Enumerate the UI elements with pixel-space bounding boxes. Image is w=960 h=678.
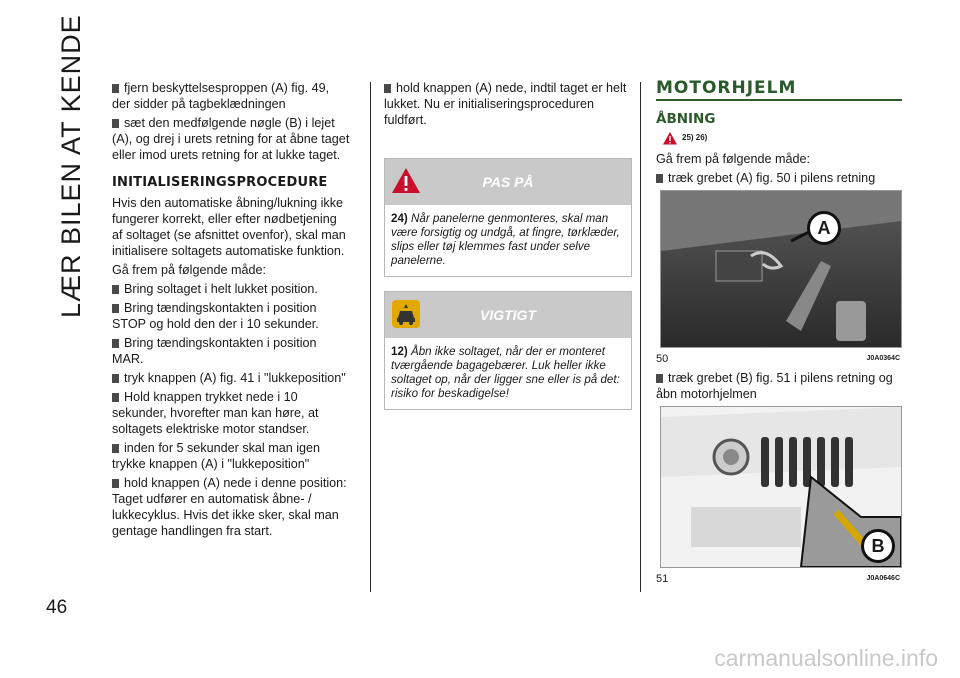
chapter-title: LÆR BILEN AT KENDE <box>56 14 86 318</box>
bullet-icon <box>112 444 119 453</box>
bullet-icon <box>384 84 391 93</box>
important-text: 12) Åbn ikke soltaget, når der er monteret tværgående bagagebærer. Luk heller ikke soltaget op, når der ligger sne eller is på det: risiko for beskadigelse! <box>391 345 620 400</box>
important-title: VIGTIGT <box>480 307 536 323</box>
list-item: træk grebet (A) fig. 50 i pilens retning <box>656 170 902 186</box>
section-title: MOTORHJELM <box>656 80 902 101</box>
column-1 <box>112 80 350 542</box>
warning-references: 25) 26) <box>682 133 708 142</box>
page-number: 46 <box>46 597 68 618</box>
important-box <box>384 291 632 410</box>
warning-title: PAS PÅ <box>482 174 534 190</box>
bullet-icon <box>112 119 119 128</box>
list-item: Bring tændingskontakten i position STOP og hold den der i 10 sekunder. <box>112 301 319 331</box>
hood-lever-photo <box>661 191 901 347</box>
paragraph: Hvis den automatiske åbning/lukning ikke fungerer korrekt, eller efter nødbetjening af soltaget (se afsnittet ovenfor), skal man initialisere soltagets automatiske funktion. <box>112 196 346 258</box>
list-item: Hold knappen trykket nede i 10 sekunder, hvorefter man kan høre, at soltagets elektriske motor standser. <box>112 390 319 436</box>
figure-caption: 51 J0A0646C <box>656 573 900 585</box>
callout-b: B <box>861 529 895 563</box>
list-item: inden for 5 sekunder skal man igen trykke knappen (A) i "lukkeposition" <box>112 441 321 471</box>
bullet-icon <box>112 339 119 348</box>
list-item: fjern beskyttelsesproppen (A) fig. 49, der sidder på tagbeklædningen <box>112 81 330 111</box>
bullet-icon <box>112 285 119 294</box>
column-divider <box>370 82 371 592</box>
warning-text: 24) Når panelerne genmonteres, skal man være forsigtig og undgå, at fingre, tørklæder, slips eller tøj klemmes fast under selve panelerne. <box>391 212 620 267</box>
list-item: Bring tændingskontakten i position MAR. <box>112 336 317 366</box>
bullet-icon <box>656 374 663 383</box>
bullet-icon <box>112 84 119 93</box>
section-subtitle: ÅBNING <box>656 111 716 127</box>
section-heading: INITIALISERINGSPROCEDURE <box>112 175 328 190</box>
list-item: hold knappen (A) nede i denne position: Taget udfører en automatisk åbne- / lukkecyklus. Hvis det ikke sker, skal man gentage handlingen fra start. <box>112 476 347 538</box>
callout-a: A <box>807 211 841 245</box>
watermark: carmanualsonline.info <box>714 645 938 671</box>
figure-51 <box>660 406 902 568</box>
bullet-icon <box>112 479 119 488</box>
paragraph: Gå frem på følgende måde: <box>656 152 811 166</box>
paragraph: Gå frem på følgende måde: <box>112 263 267 277</box>
bullet-icon <box>656 174 663 183</box>
warning-triangle-icon <box>662 131 678 146</box>
bullet-icon <box>112 393 119 402</box>
list-item: træk grebet (B) fig. 51 i pilens retning og åbn motorhjelmen <box>656 371 893 401</box>
column-divider <box>640 82 641 592</box>
bullet-icon <box>112 304 119 313</box>
column-2 <box>384 80 632 410</box>
figure-50 <box>660 190 902 348</box>
important-header <box>385 292 631 338</box>
figure-caption: 50 J0A0364C <box>656 353 900 365</box>
warning-box <box>384 158 632 277</box>
warning-header <box>385 159 631 205</box>
list-item: tryk knappen (A) fig. 41 i "lukkeposition" <box>112 370 350 386</box>
list-item: sæt den medfølgende nøgle (B) i lejet (A), og drej i urets retning for at åbne taget eller imod urets retning for at lukke taget. <box>112 116 350 162</box>
column-3 <box>656 80 902 590</box>
list-item: Bring soltaget i helt lukket position. <box>112 281 350 297</box>
list-item: hold knappen (A) nede, indtil taget er helt lukket. Nu er initialiseringsproceduren fuldført. <box>384 81 627 127</box>
bullet-icon <box>112 374 119 383</box>
reference-row <box>662 129 902 147</box>
car-service-icon <box>391 299 421 329</box>
warning-triangle-icon <box>391 166 421 196</box>
